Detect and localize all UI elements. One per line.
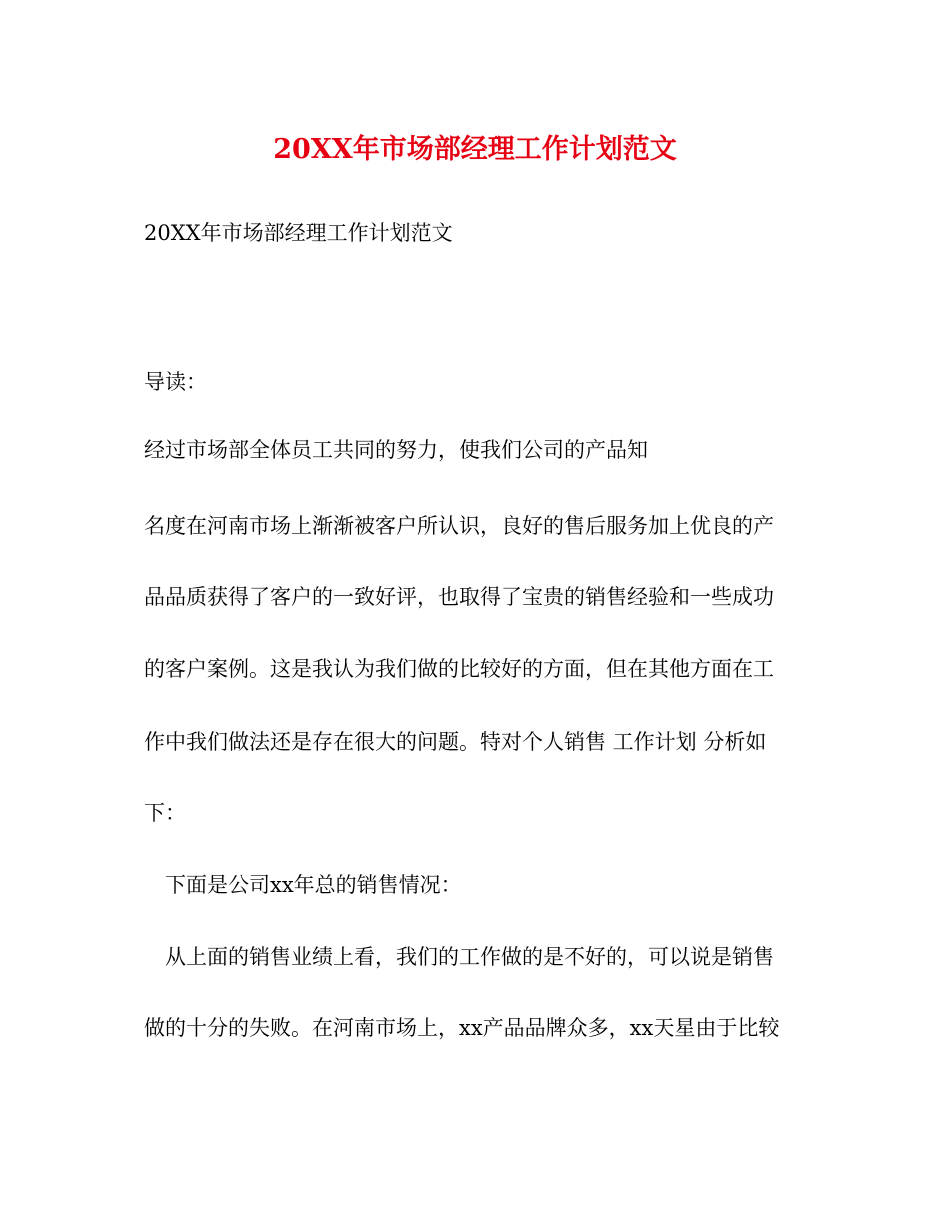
paragraph-line: 的客户案例。这是我认为我们做的比较好的方面，但在其他方面在工 xyxy=(144,657,774,681)
paragraph-line: 名度在河南市场上渐渐被客户所认识，良好的售后服务加上优良的产 xyxy=(144,514,774,538)
paragraph-line: 作中我们做法还是存在很大的问题。特对个人销售 工作计划 分析如 xyxy=(144,730,767,754)
paragraph-line: 下面是公司xx年总的销售情况： xyxy=(165,873,462,897)
paragraph-line: 从上面的销售业绩上看，我们的工作做的是不好的，可以说是销售 xyxy=(165,945,774,969)
subtitle-line: 20XX年市场部经理工作计划范文 xyxy=(144,221,453,245)
document-title: 20XX年市场部经理工作计划范文 xyxy=(273,134,677,165)
paragraph-line: 做的十分的失败。在河南市场上，xx产品品牌众多，xx天星由于比较 xyxy=(144,1016,780,1040)
paragraph-line: 下： xyxy=(144,801,186,825)
paragraph-line: 品品质获得了客户的一致好评，也取得了宝贵的销售经验和一些成功 xyxy=(144,585,774,609)
paragraph-line: 经过市场部全体员工共同的努力，使我们公司的产品知 xyxy=(144,438,648,462)
intro-label: 导读： xyxy=(144,370,207,394)
